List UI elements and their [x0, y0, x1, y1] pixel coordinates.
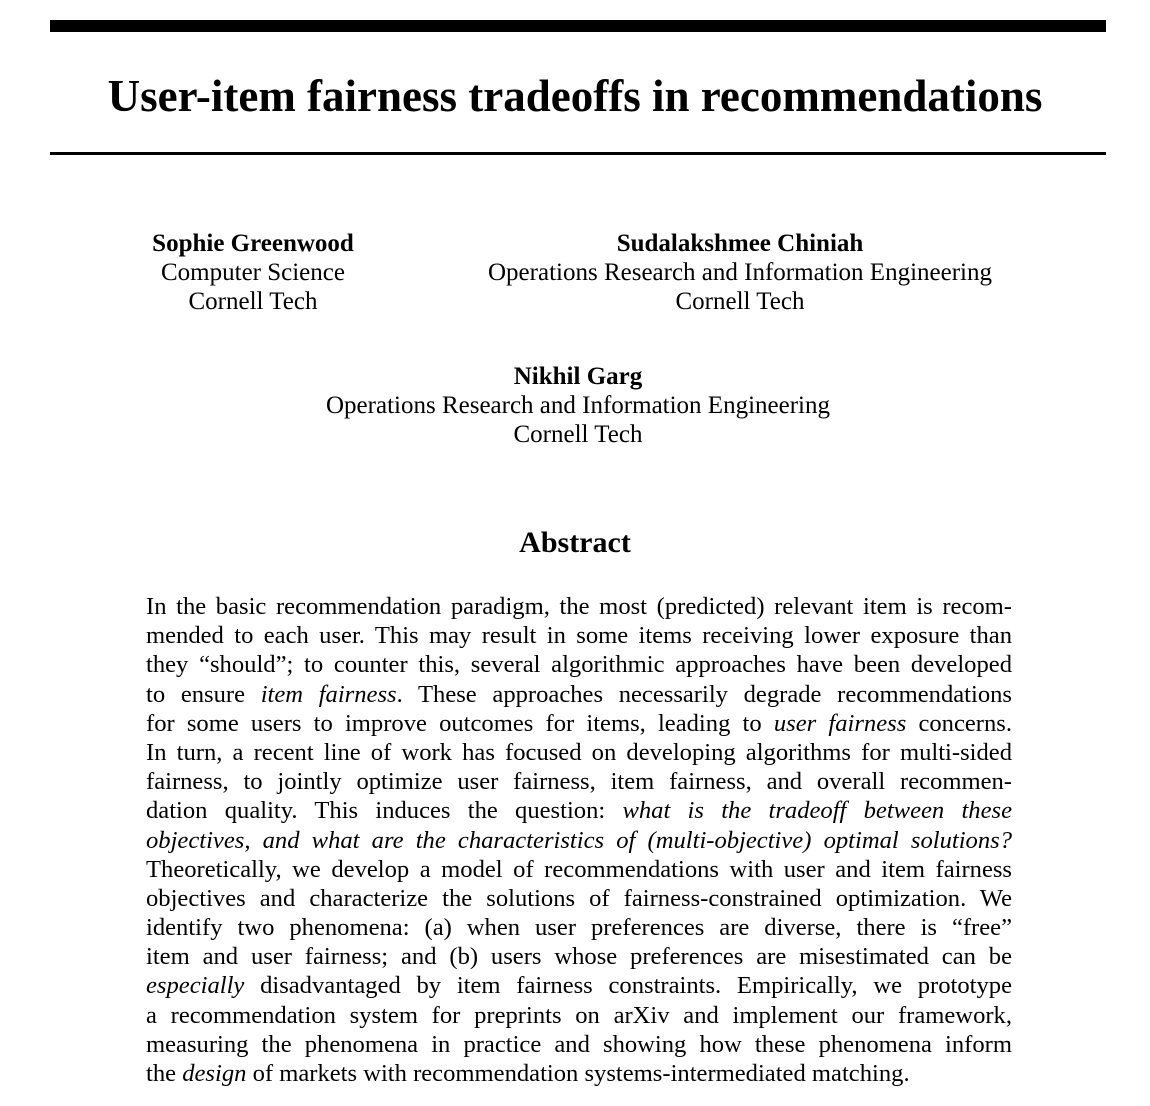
abstract-text: item and user fairness; and (b) users whose preferences are misestimated can be	[146, 943, 1012, 971]
author-department: Computer Science	[161, 259, 345, 286]
abstract-text: concerns.	[906, 709, 1012, 737]
abstract-line	[146, 855, 1012, 884]
abstract-text: objectives and characterize the solutions of fairness-constrained optimization. We	[146, 884, 1012, 912]
abstract-emphasis: objectives, and what are the characteristics of (multi-objective) optimal solutions?	[146, 826, 1012, 854]
abstract-line	[146, 1001, 1012, 1030]
abstract-emphasis: user fairness	[773, 709, 907, 737]
abstract-line	[146, 650, 1012, 679]
abstract-text: the	[146, 1060, 183, 1087]
abstract-line	[146, 1059, 1012, 1088]
abstract-line	[146, 826, 1012, 855]
abstract-text: they “should”; to counter this, several algorithmic approaches have been developed	[146, 651, 1012, 679]
abstract-emphasis: item fairness	[260, 680, 397, 708]
abstract-line	[146, 709, 1012, 738]
author-block	[440, 229, 1040, 316]
paper-title: User-item fairness tradeoffs in recommendations	[107, 71, 1043, 121]
abstract-text: mended to each user. This may result in some items receiving lower exposure than	[146, 622, 1012, 650]
abstract-text: identify two phenomena: (a) when user preferences are diverse, there is “free”	[146, 914, 1012, 942]
abstract-text: for some users to improve outcomes for items, leading to	[146, 709, 774, 737]
abstract-text: . These approaches necessarily degrade recommendations	[396, 680, 1012, 708]
author-department: Operations Research and Information Engineering	[488, 259, 992, 286]
abstract-text: In turn, a recent line of work has focused on developing algorithms for multi-sided	[146, 738, 1012, 766]
abstract-text: Theoretically, we develop a model of recommendations with user and item fairness	[146, 855, 1012, 883]
abstract-line	[146, 621, 1012, 650]
author-institution: Cornell Tech	[513, 421, 643, 448]
abstract-emphasis: design	[182, 1060, 247, 1087]
abstract-emphasis: what is the tradeoff between these	[622, 797, 1012, 825]
abstract-text: to ensure	[146, 680, 261, 708]
author-name: Nikhil Garg	[513, 363, 643, 390]
abstract-line	[146, 942, 1012, 971]
abstract-text: dation quality. This induces the question:	[146, 797, 623, 825]
author-institution: Cornell Tech	[675, 288, 805, 315]
abstract-emphasis: especially	[146, 972, 245, 1000]
abstract-body	[146, 592, 1012, 1088]
author-block	[278, 362, 878, 449]
abstract-line	[146, 884, 1012, 913]
abstract-line	[146, 913, 1012, 942]
abstract-text: of markets with recommendation systems-intermediated matching.	[246, 1060, 910, 1087]
title-rule-bottom	[50, 152, 1106, 155]
title-rule-top	[50, 20, 1106, 32]
abstract-line	[146, 767, 1012, 796]
author-department: Operations Research and Information Engineering	[326, 392, 830, 419]
author-name: Sudalakshmee Chiniah	[616, 230, 864, 257]
author-block	[103, 229, 403, 316]
author-name: Sophie Greenwood	[152, 230, 354, 257]
abstract-heading: Abstract	[519, 526, 631, 559]
abstract-text: fairness, to jointly optimize user fairness, item fairness, and overall recommen-	[146, 768, 1012, 796]
abstract-line	[146, 796, 1012, 825]
abstract-text: In the basic recommendation paradigm, the most (predicted) relevant item is recom-	[146, 593, 1012, 620]
author-institution: Cornell Tech	[188, 288, 318, 315]
abstract-line	[146, 592, 1012, 621]
abstract-text: a recommendation system for preprints on arXiv and implement our framework,	[146, 1001, 1012, 1029]
abstract-line	[146, 738, 1012, 767]
abstract-text: measuring the phenomena in practice and showing how these phenomena inform	[146, 1030, 1012, 1058]
abstract-text: disadvantaged by item fairness constraints. Empirically, we prototype	[244, 972, 1012, 1000]
abstract-line	[146, 1030, 1012, 1059]
abstract-line	[146, 971, 1012, 1000]
abstract-line	[146, 680, 1012, 709]
